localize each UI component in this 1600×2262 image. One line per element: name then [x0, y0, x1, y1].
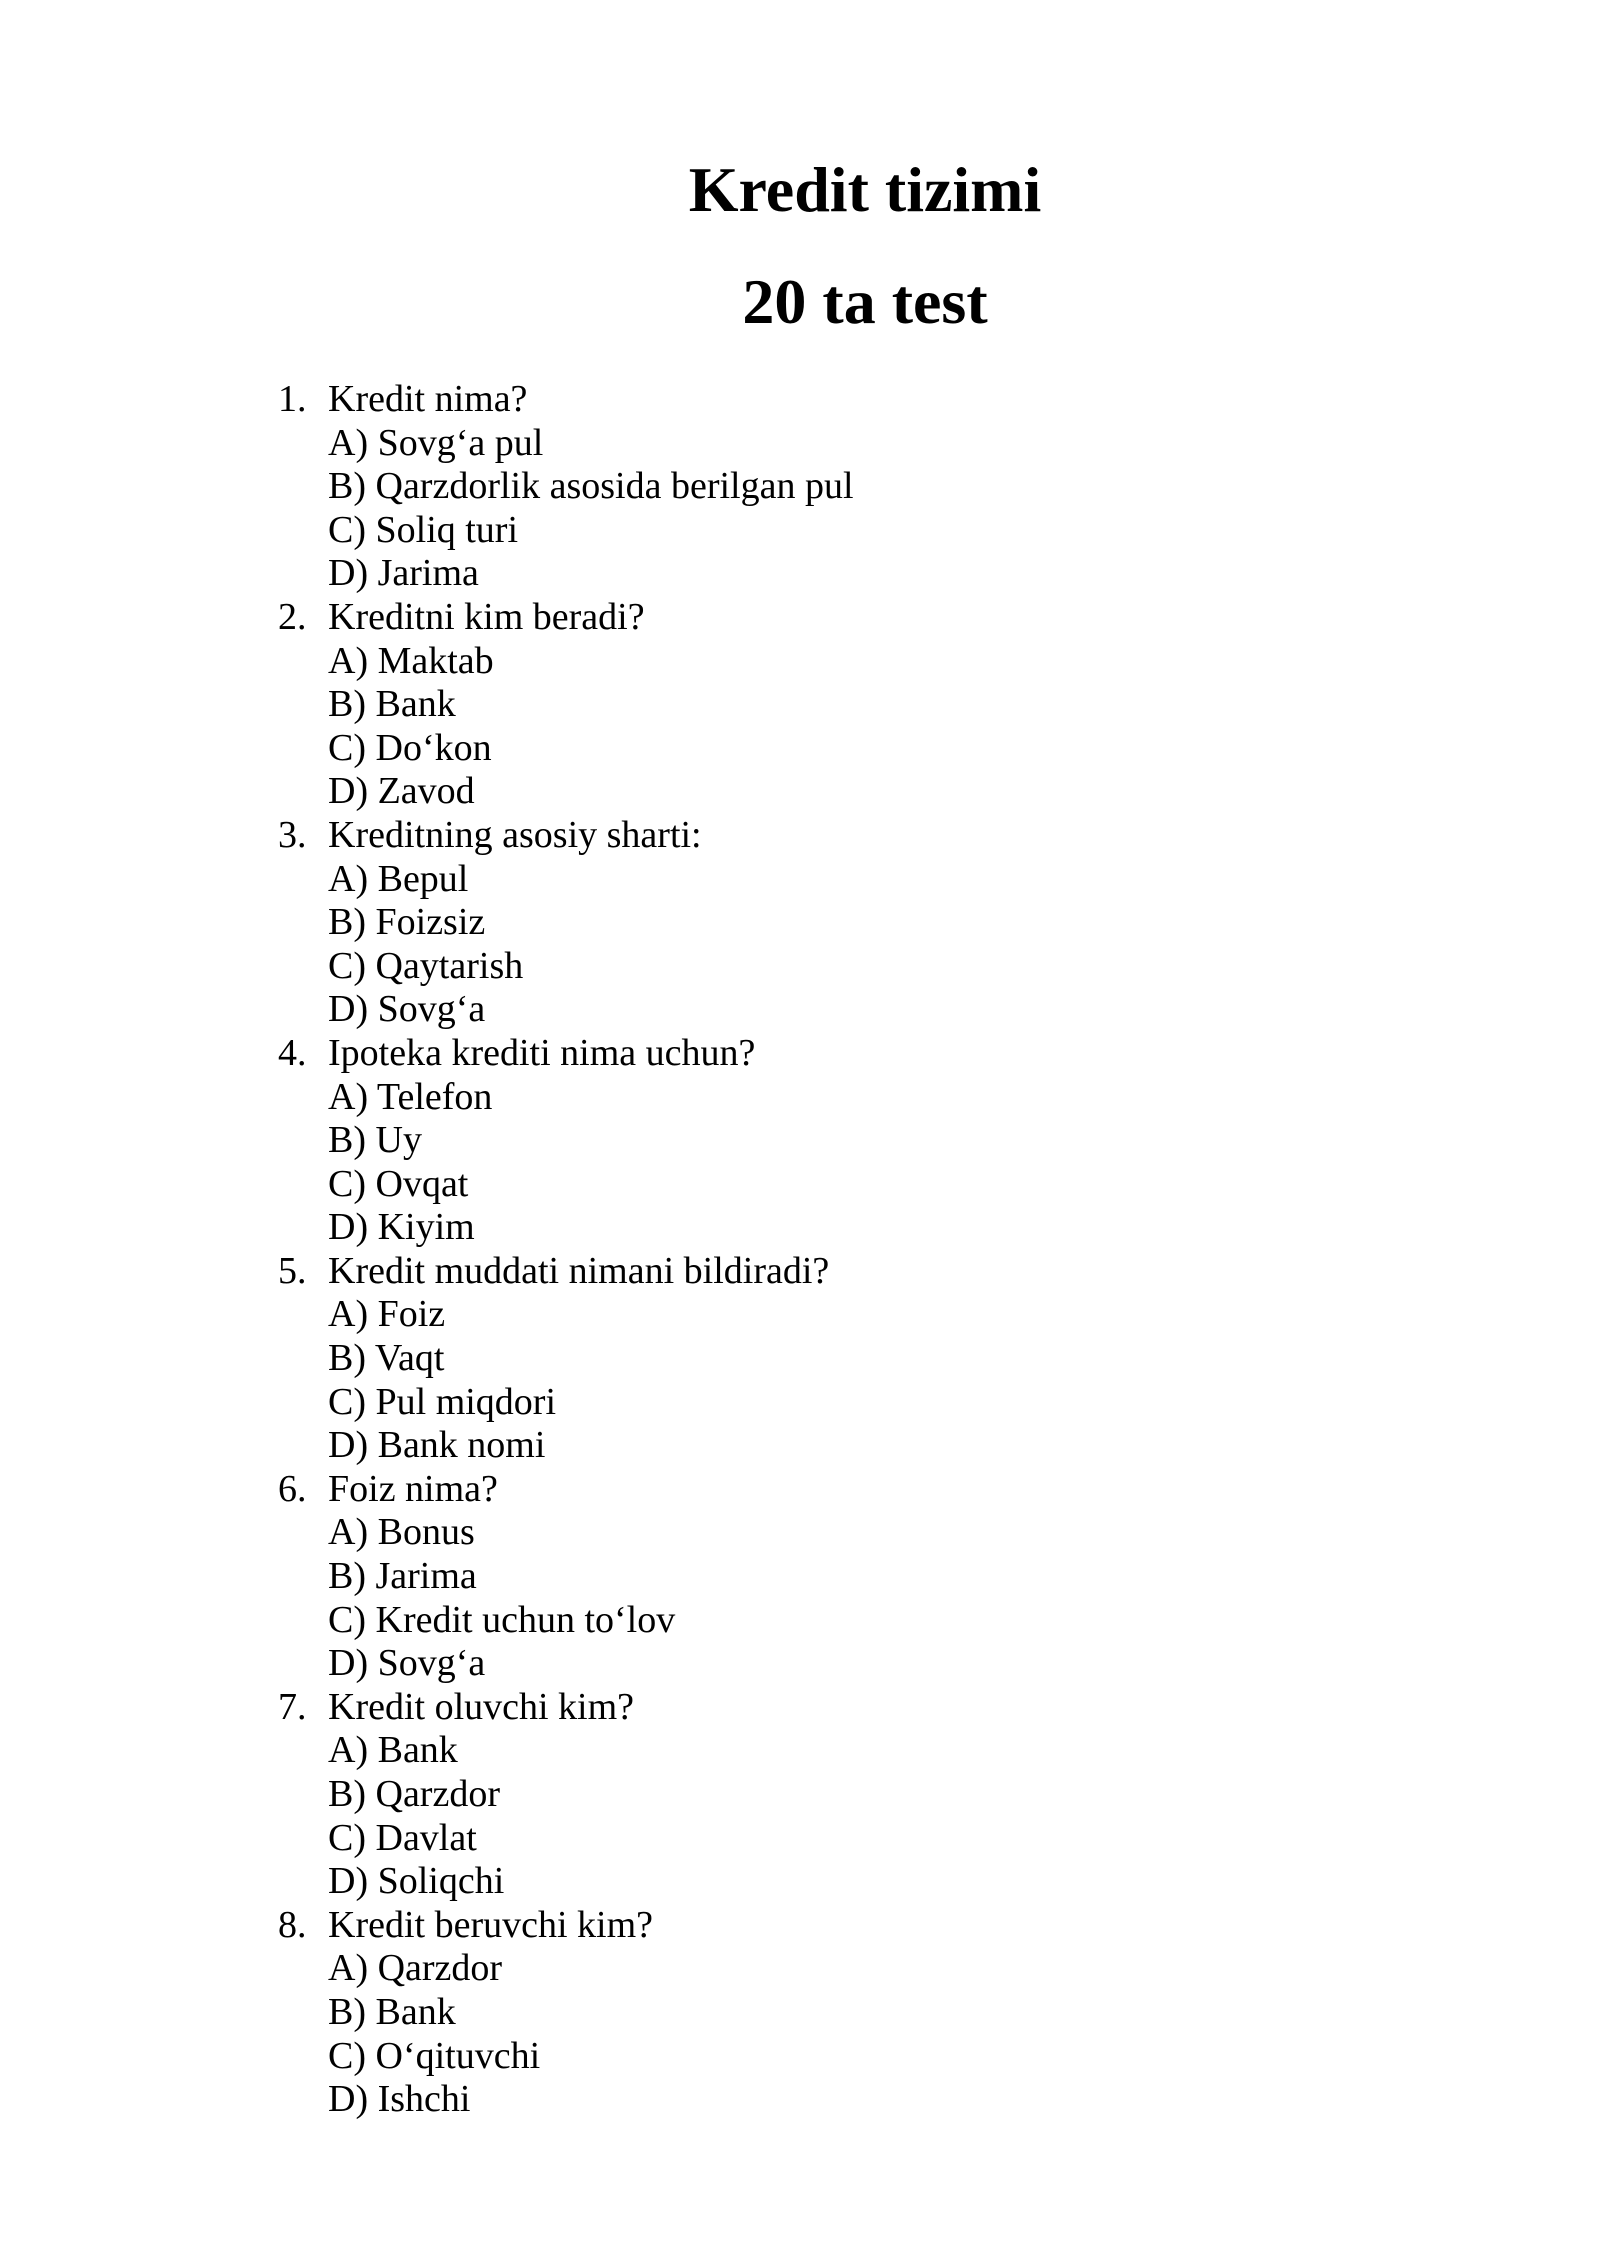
answer-option: A) Bepul: [328, 857, 469, 900]
answer-option: A) Foiz: [328, 1293, 446, 1336]
answer-option: D) Kiyim: [328, 1206, 475, 1249]
answer-option: C) O‘qituvchi: [328, 2034, 541, 2077]
question-item: [278, 1686, 1478, 1904]
question-number: 1.: [278, 378, 307, 420]
answer-option: A) Bank: [328, 1729, 458, 1772]
question-item: [278, 596, 1478, 814]
answer-option: C) Soliq turi: [328, 508, 519, 551]
answer-option: B) Qarzdorlik asosida berilgan pul: [328, 465, 854, 508]
question-text: Kredit beruvchi kim?: [328, 1903, 654, 1946]
answer-option: A) Qarzdor: [328, 1947, 503, 1990]
answer-option: B) Foizsiz: [328, 901, 486, 944]
question-item: [278, 1250, 1478, 1468]
answer-option: B) Uy: [328, 1119, 422, 1162]
question-item: [278, 1468, 1478, 1686]
answer-option: D) Sovg‘a: [328, 1642, 486, 1685]
answer-option: A) Telefon: [328, 1075, 493, 1118]
question-line: [278, 1468, 1478, 1512]
question-number: 2.: [278, 595, 307, 638]
document-title: Kredit tizimi: [688, 154, 1042, 225]
answer-option: D) Bank nomi: [328, 1424, 546, 1467]
answer-option: A) Sovg‘a pul: [328, 421, 544, 464]
answer-option: C) Kredit uchun to‘lov: [328, 1598, 676, 1641]
question-number: 8.: [278, 1903, 307, 1946]
answer-option: A) Bonus: [328, 1511, 475, 1554]
question-text: Kredit muddati nimani bildiradi?: [328, 1249, 830, 1292]
answer-option: D) Jarima: [328, 552, 479, 595]
question-line: [278, 596, 1478, 640]
answer-option: D) Zavod: [328, 770, 475, 813]
question-text: Kredit oluvchi kim?: [328, 1685, 635, 1728]
answer-option: C) Ovqat: [328, 1162, 469, 1205]
answer-option: B) Bank: [328, 683, 456, 726]
question-number: 7.: [278, 1685, 307, 1728]
answer-option: B) Bank: [328, 1990, 456, 2033]
document-subtitle: 20 ta test: [742, 266, 988, 337]
question-item: [278, 814, 1478, 1032]
question-number: 4.: [278, 1031, 307, 1074]
answer-option: B) Qarzdor: [328, 1773, 500, 1815]
question-number: 3.: [278, 813, 307, 856]
answer-option: D) Sovg‘a: [328, 988, 486, 1031]
answer-option: B) Jarima: [328, 1555, 477, 1598]
question-line: [278, 1032, 1478, 1076]
answer-option: C) Qaytarish: [328, 944, 524, 987]
answer-option: C) Davlat: [328, 1816, 477, 1859]
question-item: [278, 1904, 1478, 2122]
question-line: [278, 1686, 1478, 1730]
question-text: Ipoteka krediti nima uchun?: [328, 1031, 756, 1074]
answer-option: C) Pul miqdori: [328, 1380, 557, 1423]
question-text: Kredit nima?: [328, 378, 528, 420]
question-list: [278, 378, 1478, 2122]
question-number: 5.: [278, 1249, 307, 1292]
answer-option: D) Ishchi: [328, 2078, 471, 2121]
question-item: [278, 378, 1478, 596]
question-line: [278, 378, 1478, 422]
question-text: Foiz nima?: [328, 1467, 498, 1510]
question-line: [278, 1904, 1478, 1948]
answer-option: C) Do‘kon: [328, 726, 492, 769]
answer-option: B) Vaqt: [328, 1337, 445, 1380]
answer-option: D) Soliqchi: [328, 1860, 505, 1903]
question-line: [278, 1250, 1478, 1294]
question-item: [278, 1032, 1478, 1250]
answer-option: A) Maktab: [328, 639, 494, 682]
question-number: 6.: [278, 1467, 307, 1510]
question-text: Kreditni kim beradi?: [328, 595, 645, 638]
question-line: [278, 814, 1478, 858]
question-text: Kreditning asosiy sharti:: [328, 813, 702, 856]
